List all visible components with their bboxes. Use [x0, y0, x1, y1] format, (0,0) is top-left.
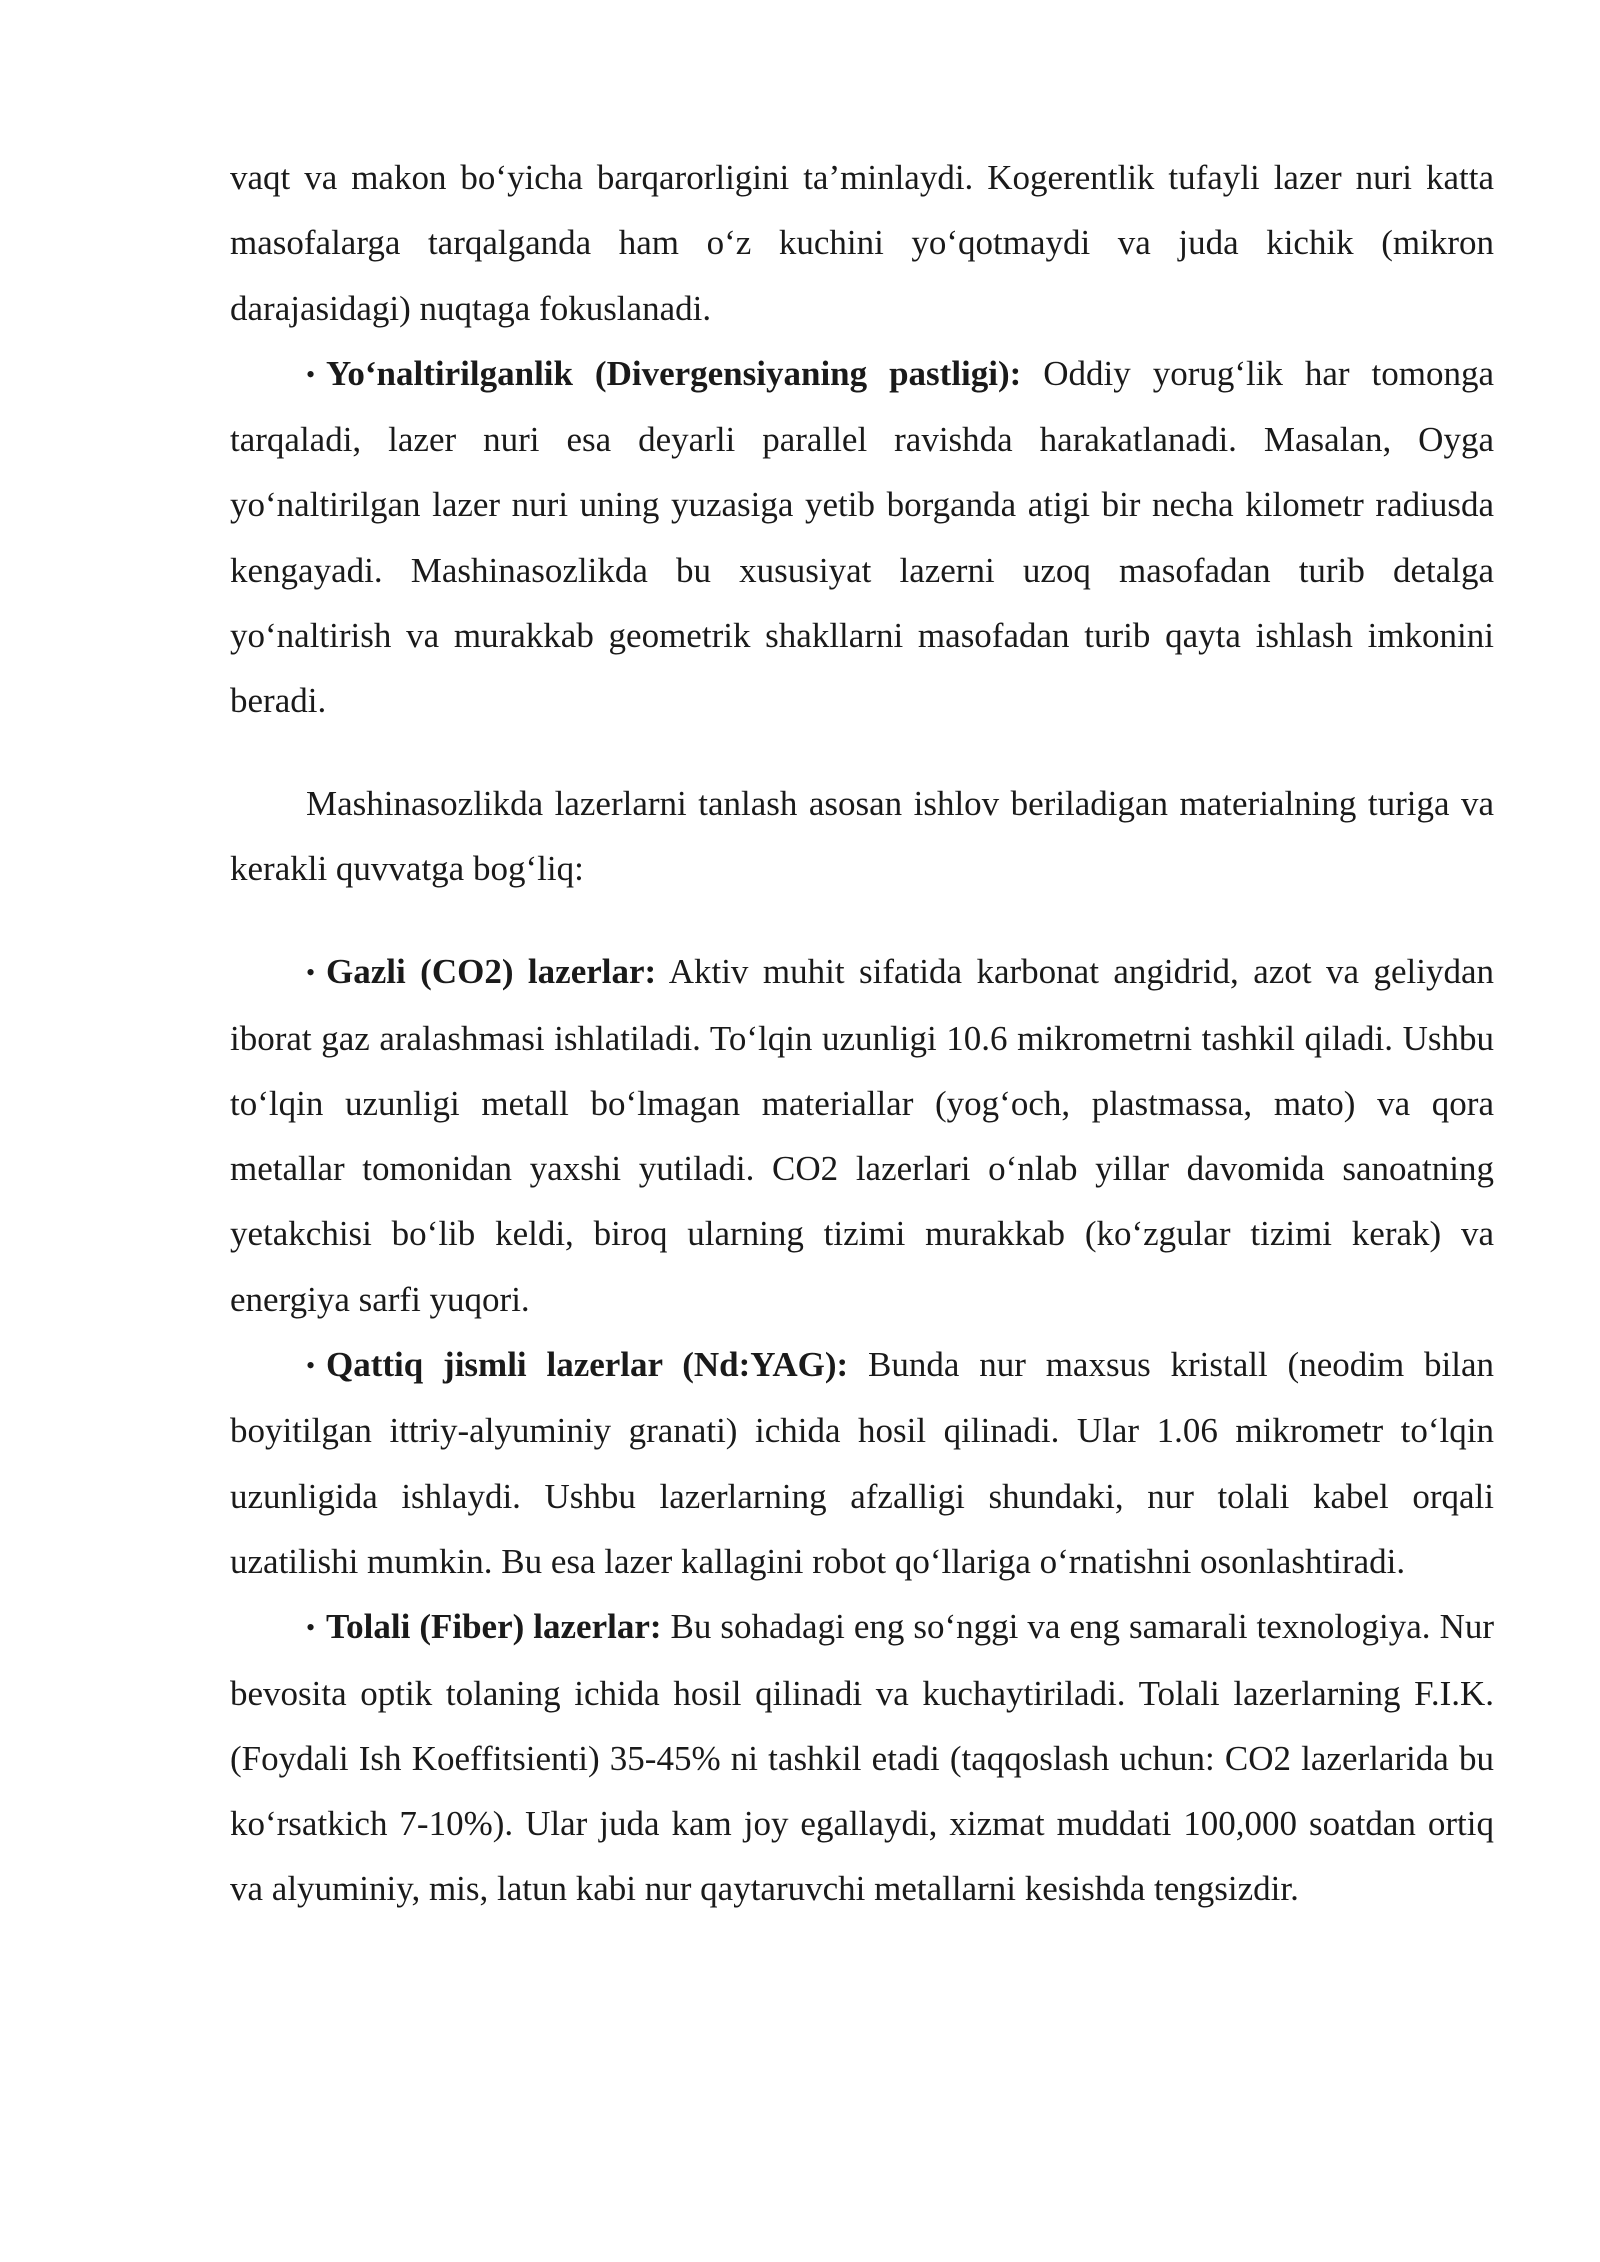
paragraph-text: Mashinasozlikda lazerlarni tanlash asosan ishlov beriladigan materialning turiga va kerakli quvvatga bog‘liq:: [230, 783, 1494, 888]
bullet-directionality: [230, 341, 1494, 734]
document-page: [230, 145, 1494, 1922]
bullet-icon: •: [306, 1613, 316, 1643]
bullet-term: Qattiq jismli lazerlar (Nd:YAG):: [326, 1345, 849, 1385]
bullet-gas-lasers: [230, 939, 1494, 1332]
bullet-text: Aktiv muhit sifatida karbonat angidrid, azot va geliydan iborat gaz aralashmasi ishlatiladi. To‘lqin uzunligi 10.6 mikrometrni tashkil qiladi. Ushbu to‘lqin uzunligi metall bo‘lmagan materiallar (yog‘och, plastmassa, mato) va qora metallar tomonidan yaxshi yutiladi. CO2 lazerlari o‘nlab yillar davomida sanoatning yetakchisi bo‘lib keldi, biroq ularning tizimi murakkab (ko‘zgular tizimi kerak) va energiya sarfi yuqori.: [230, 952, 1495, 1319]
bullet-icon: •: [306, 958, 316, 988]
bullet-solid-state-lasers: [230, 1332, 1494, 1594]
bullet-icon: •: [306, 359, 316, 389]
bullet-term: Gazli (CO2) lazerlar:: [326, 952, 657, 992]
paragraph-text: vaqt va makon bo‘yicha barqarorligini ta’minlaydi. Kogerentlik tufayli lazer nuri katta masofalarga tarqalganda ham o‘z kuchini yo‘qotmaydi va juda kichik (mikron darajasidagi) nuqtaga fokuslanadi.: [230, 158, 1494, 328]
bullet-text: Oddiy yorug‘lik har tomonga tarqaladi, lazer nuri esa deyarli parallel ravishda harakatlanadi. Masalan, Oyga yo‘naltirilgan lazer nuri uning yuzasiga yetib borganda atigi bir necha kilometr radiusda kengayadi. Mashinasozlikda bu xususiyat lazerni uzoq masofadan turib detalga yo‘naltirish va murakkab geometrik shakllarni masofadan turib qayta ishlash imkonini beradi.: [230, 353, 1494, 721]
bullet-term: Yo‘naltirilganlik (Divergensiyaning pastligi):: [326, 353, 1022, 393]
bullet-term: Tolali (Fiber) lazerlar:: [326, 1607, 662, 1647]
paragraph-continuation: [230, 145, 1494, 341]
bullet-text: Bunda nur maxsus kristall (neodim bilan boyitilgan ittriy-alyuminiy granati) ichida hosil qilinadi. Ular 1.06 mikrometr to‘lqin uzunligida ishlaydi. Ushbu lazerlarning afzalligi shundaki, nur tolali kabel orqali uzatilishi mumkin. Bu esa lazer kallagini robot qo‘llariga o‘rnatishni osonlashtiradi.: [230, 1345, 1494, 1581]
paragraph-laser-selection: [230, 771, 1494, 902]
bullet-icon: •: [306, 1351, 316, 1381]
bullet-text: Bu sohadagi eng so‘nggi va eng samarali texnologiya. Nur bevosita optik tolaning ichida hosil qilinadi va kuchaytiriladi. Tolali lazerlarning F.I.K. (Foydali Ish Koeffitsienti) 35-45% ni tashkil etadi (taqqoslash uchun: CO2 lazerlarida bu ko‘rsatkich 7-10%). Ular juda kam joy egallaydi, xizmat muddati 100,000 soatdan ortiq va alyuminiy, mis, latun kabi nur qaytaruvchi metallarni kesishda tengsizdir.: [230, 1607, 1494, 1909]
bullet-fiber-lasers: [230, 1594, 1494, 1921]
